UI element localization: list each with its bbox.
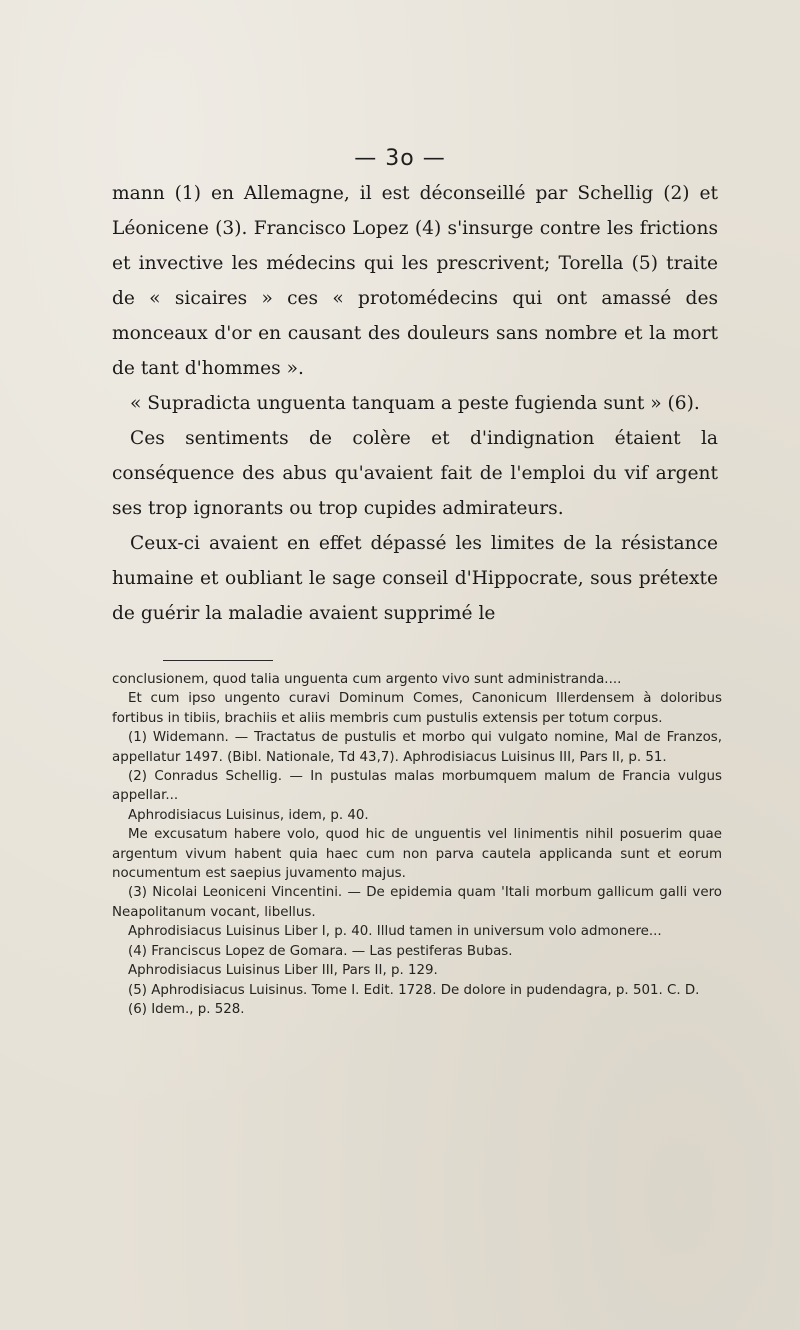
body-paragraph-2: « Supradicta unguenta tanquam a peste fugienda sunt » (6). <box>130 393 700 414</box>
footnotes <box>112 670 722 1019</box>
footnote-2: (2) Conradus Schellig. — In pustulas malas morbumquem malum de Francia vulgus appellar... <box>112 769 722 804</box>
footnote-3: (3) Nicolai Leoniceni Vincentini. — De epidemia quam 'Itali morbum gallicum galli vero Neapolitanum vocant, libellus. <box>112 885 722 920</box>
footnote-3-source: Aphrodisiacus Luisinus Liber I, p. 40. Illud tamen in universum volo admonere... <box>128 924 662 940</box>
body-paragraph-4: Ceux-ci avaient en effet dépassé les limites de la résistance humaine et oubliant le sage conseil d'Hippocrate, sous prétexte de guérir la maladie avaient supprimé le <box>112 533 718 624</box>
body-paragraph-3: Ces sentiments de colère et d'indignation étaient la conséquence des abus qu'avaient fait de l'emploi du vif argent ses trop ignorants ou trop cupides admirateurs. <box>112 428 718 519</box>
footnote-6: (6) Idem., p. 528. <box>128 1001 245 1017</box>
footnote-continuation: conclusionem, quod talia unguenta cum argento vivo sunt administranda.... <box>112 672 622 687</box>
footnote-4-source: Aphrodisiacus Luisinus Liber III, Pars II, p. 129. <box>128 963 438 979</box>
body-text <box>112 176 718 631</box>
footnote-separator <box>163 660 273 661</box>
footnote-quote: Et cum ipso ungento curavi Dominum Comes, Canonicum Illerdensem à doloribus fortibus in tibiis, brachiis et aliis membris cum pustulis extensis per totum corpus. <box>112 691 722 726</box>
footnote-2-source: Aphrodisiacus Luisinus, idem, p. 40. <box>128 807 369 823</box>
footnote-4: (4) Franciscus Lopez de Gomara. — Las pestiferas Bubas. <box>128 943 513 959</box>
footnote-2-text: Me excusatum habere volo, quod hic de unguentis vel linimentis nihil posuerim quae argentum vivum habent quia haec cum non parva cautela applicanda sunt et eorum nocumentum est saepius juvamento majus. <box>112 827 722 882</box>
footnote-5: (5) Aphrodisiacus Luisinus. Tome I. Edit. 1728. De dolore in pudendagra, p. 501. C. D. <box>128 982 700 998</box>
body-paragraph-1: mann (1) en Allemagne, il est déconseillé par Schellig (2) et Léonicene (3). Francisco Lopez (4) s'insurge contre les frictions et invective les médecins qui les prescrivent; Torella (5) traite de « sicaires » ces « protomédecins qui ont amassé des monceaux d'or en causant des douleurs sans nombre et la mort de tant d'hommes ». <box>112 183 718 379</box>
footnote-1: (1) Widemann. — Tractatus de pustulis et morbo qui vulgato nomine, Mal de Franzos, appellatur 1497. (Bibl. Nationale, Td 43,7). Aphrodisiacus Luisinus III, Pars II, p. 51. <box>112 730 722 765</box>
page-number: — 3o — <box>354 146 446 171</box>
